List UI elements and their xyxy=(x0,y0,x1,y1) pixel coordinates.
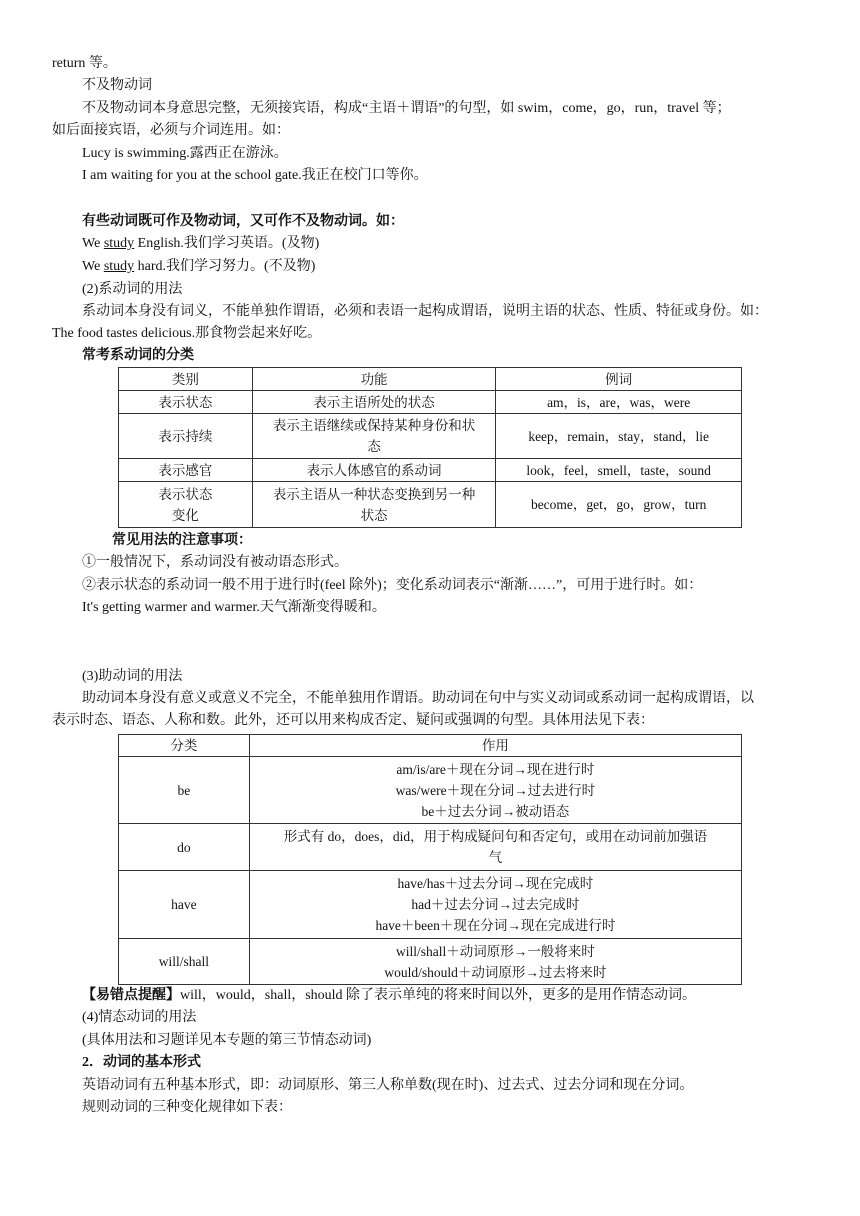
table-cell: become，get，go，grow，turn xyxy=(496,482,742,528)
section-heading: (4)情态动词的用法 xyxy=(82,1010,197,1025)
auxiliary-verb-table xyxy=(118,734,742,985)
table-cell: 表示持续 xyxy=(119,414,253,459)
table-cell: 表示主语所处的状态 xyxy=(252,391,496,414)
paragraph-line: 助动词本身没有意义或意义不完全，不能单独用作谓语。助动词在句中与实义动词或系动词一起构成谓语，以 xyxy=(82,691,754,706)
section-heading: (2)系动词的用法 xyxy=(82,282,183,297)
table-cell: 表示状态 变化 xyxy=(119,482,253,528)
table-header: 分类 xyxy=(119,735,250,757)
underlined-word: study xyxy=(103,259,135,274)
paragraph-line: 系动词本身没有词义，不能单独作谓语，必须和表语一起构成谓语，说明主语的状态、性质、特征或身份。如： xyxy=(82,304,768,319)
paragraph-line: 不及物动词本身意思完整，无须接宾语，构成“主语＋谓语”的句型，如 swim，come，go，run，travel 等； xyxy=(82,101,731,116)
table-header: 作用 xyxy=(249,735,741,757)
table-cell: be xyxy=(119,757,250,824)
table-row xyxy=(119,939,742,985)
table-cell: 表示感官 xyxy=(119,459,253,482)
table-cell: am，is，are，was，were xyxy=(496,391,742,414)
table-cell: will/shall＋动词原形→一般将来时 would/should＋动词原形→过去将来时 xyxy=(249,939,741,985)
example-sentence: I am waiting for you at the school gate.我正在校门口等你。 xyxy=(82,168,428,183)
table-row xyxy=(119,391,742,414)
table-row xyxy=(119,871,742,939)
paragraph-line: 英语动词有五种基本形式，即：动词原形、第三人称单数(现在时)、过去式、过去分词和现在分词。 xyxy=(82,1078,694,1093)
paragraph-line: 表示时态、语态、人称和数。此外，还可以用来构成否定、疑问或强调的句型。具体用法见下表： xyxy=(52,713,654,728)
subheading-intransitive: 不及物动词 xyxy=(82,78,152,93)
paragraph-line: 如后面接宾语，必须与介词连用。如： xyxy=(52,123,290,138)
table-cell: 表示主语从一种状态变换到另一种 状态 xyxy=(252,482,496,528)
table-cell: have/has＋过去分词→现在完成时 had＋过去分词→过去完成时 have＋been＋现在分词→现在完成进行时 xyxy=(249,871,741,939)
table-header: 功能 xyxy=(252,368,496,391)
example-sentence: Lucy is swimming.露西正在游泳。 xyxy=(82,146,288,161)
text-line: return 等。 xyxy=(52,56,117,71)
table-row xyxy=(119,459,742,482)
list-item: ②表示状态的系动词一般不用于进行时(feel 除外)；变化系动词表示“渐渐……”，可用于进行时。如： xyxy=(82,578,703,593)
bold-note: 有些动词既可作及物动词，又可作不及物动词。如： xyxy=(82,214,404,229)
table-cell: 表示状态 xyxy=(119,391,253,414)
example-sentence: It's getting warmer and warmer.天气渐渐变得暖和。 xyxy=(82,600,386,615)
example-sentence: The food tastes delicious.那食物尝起来好吃。 xyxy=(52,326,322,341)
table-cell: 表示主语继续或保持某种身份和状 态 xyxy=(252,414,496,459)
paragraph-line: 规则动词的三种变化规律如下表： xyxy=(82,1100,292,1115)
table-cell: 表示人体感官的系动词 xyxy=(252,459,496,482)
error-alert-line: 【易错点提醒】will，would，shall，should 除了表示单纯的将来时间以外，更多的是用作情态动词。 xyxy=(82,988,697,1003)
table-header: 类别 xyxy=(119,368,253,391)
bold-note: 常见用法的注意事项： xyxy=(112,533,252,548)
table-row xyxy=(119,757,742,824)
table-cell: keep，remain，stay，stand，lie xyxy=(496,414,742,459)
table-row xyxy=(119,482,742,528)
table-cell: look，feel，smell，taste，sound xyxy=(496,459,742,482)
table-cell: have xyxy=(119,871,250,939)
list-item: ①一般情况下，系动词没有被动语态形式。 xyxy=(82,555,348,570)
linking-verb-table xyxy=(118,367,742,528)
table-cell: do xyxy=(119,824,250,871)
example-sentence: We study hard.我们学习努力。(不及物) xyxy=(82,259,316,274)
section-heading: (3)助动词的用法 xyxy=(82,669,183,684)
table-header: 例词 xyxy=(496,368,742,391)
table-cell: will/shall xyxy=(119,939,250,985)
table-cell: am/is/are＋现在分词→现在进行时 was/were＋现在分词→过去进行时 be＋过去分词→被动语态 xyxy=(249,757,741,824)
underlined-word: study xyxy=(103,236,135,251)
error-alert-label: 【易错点提醒】 xyxy=(82,988,180,1003)
table-row xyxy=(119,414,742,459)
table-row xyxy=(119,824,742,871)
paragraph-line: (具体用法和习题详见本专题的第三节情态动词) xyxy=(82,1033,372,1048)
section-heading: 2．动词的基本形式 xyxy=(82,1055,201,1070)
table-caption: 常考系动词的分类 xyxy=(82,348,194,363)
table-cell: 形式有 do，does，did，用于构成疑问句和否定句，或用在动词前加强语 气 xyxy=(249,824,741,871)
example-sentence: We study English.我们学习英语。(及物) xyxy=(82,236,320,251)
